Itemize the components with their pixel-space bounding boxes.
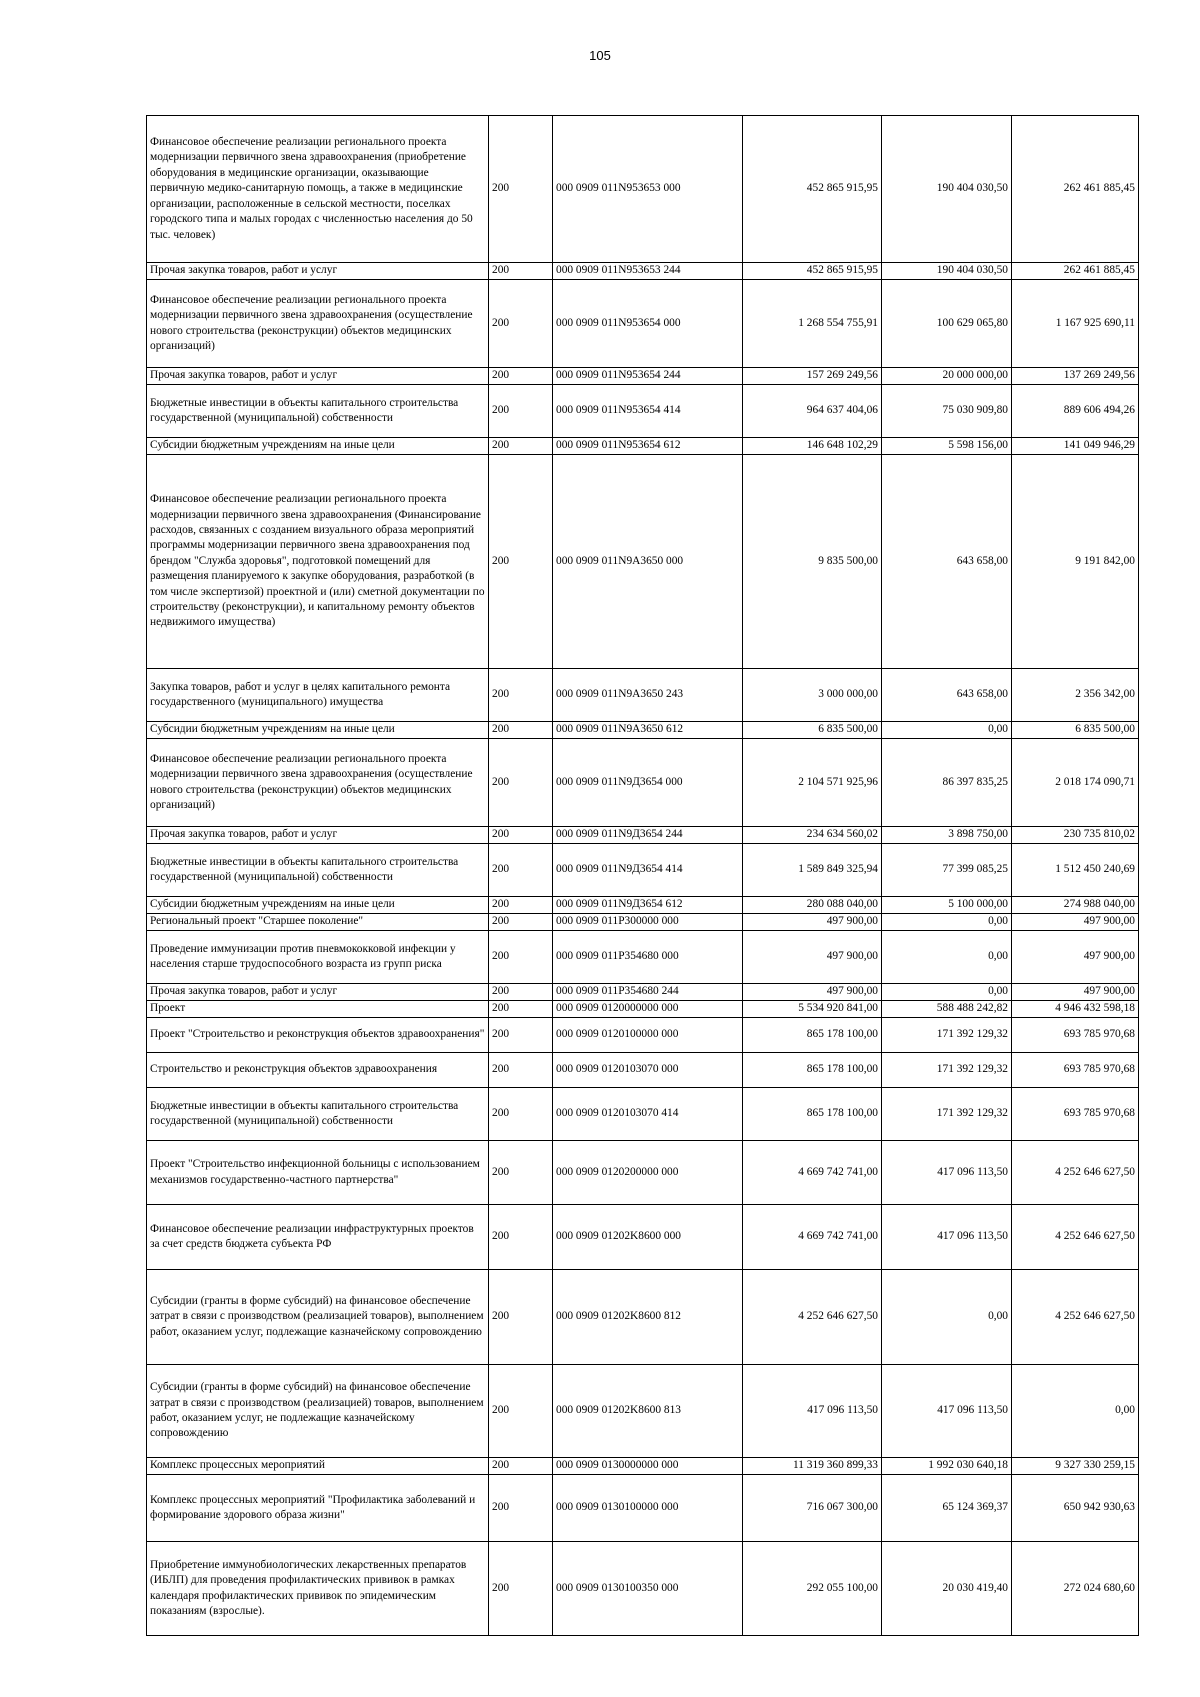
cell-rest: 693 785 970,68	[1012, 1053, 1139, 1088]
table-body	[147, 116, 1139, 1636]
table-row	[147, 385, 1139, 438]
cell-code: 200	[489, 263, 553, 280]
cell-name: Строительство и реконструкция объектов здравоохранения	[147, 1053, 489, 1088]
cell-done: 417 096 113,50	[882, 1141, 1012, 1205]
cell-name: Бюджетные инвестиции в объекты капитального строительства государственной (муниципальной) собственности	[147, 844, 489, 897]
cell-plan: 3 000 000,00	[743, 669, 882, 722]
cell-name: Финансовое обеспечение реализации регионального проекта модернизации первичного звена здравоохранения (осуществление нового строительства (реконструкции) объектов медицинских организаций)	[147, 739, 489, 827]
cell-rest: 9 191 842,00	[1012, 455, 1139, 669]
cell-code: 200	[489, 455, 553, 669]
cell-rest: 137 269 249,56	[1012, 368, 1139, 385]
cell-name: Субсидии бюджетным учреждениям на иные цели	[147, 438, 489, 455]
cell-rest: 693 785 970,68	[1012, 1088, 1139, 1141]
cell-done: 417 096 113,50	[882, 1365, 1012, 1458]
cell-done: 20 000 000,00	[882, 368, 1012, 385]
cell-rest: 262 461 885,45	[1012, 116, 1139, 263]
table-row	[147, 438, 1139, 455]
table-row	[147, 1018, 1139, 1053]
cell-kbk: 000 0909 011N9А3650 000	[553, 455, 743, 669]
cell-kbk: 000 0909 0130100000 000	[553, 1475, 743, 1542]
cell-plan: 497 900,00	[743, 931, 882, 984]
cell-plan: 716 067 300,00	[743, 1475, 882, 1542]
table-row	[147, 1542, 1139, 1636]
cell-plan: 865 178 100,00	[743, 1088, 882, 1141]
cell-kbk: 000 0909 0120103070 414	[553, 1088, 743, 1141]
cell-done: 65 124 369,37	[882, 1475, 1012, 1542]
cell-name: Финансовое обеспечение реализации регионального проекта модернизации первичного звена здравоохранения (приобретение оборудования в медицинские организации, оказывающие первичную медико-санитарную помощь, а также в медицинские организации, расположенные в сельской местности, поселках городского типа и малых городах с численностью населения до 50 тыс. человек)	[147, 116, 489, 263]
cell-code: 200	[489, 1475, 553, 1542]
table-row	[147, 739, 1139, 827]
cell-code: 200	[489, 1018, 553, 1053]
cell-plan: 452 865 915,95	[743, 263, 882, 280]
cell-kbk: 000 0909 0130000000 000	[553, 1458, 743, 1475]
cell-rest: 4 252 646 627,50	[1012, 1270, 1139, 1365]
cell-done: 643 658,00	[882, 455, 1012, 669]
cell-name: Закупка товаров, работ и услуг в целях капитального ремонта государственного (муниципального) имущества	[147, 669, 489, 722]
cell-rest: 4 252 646 627,50	[1012, 1141, 1139, 1205]
cell-done: 0,00	[882, 931, 1012, 984]
cell-done: 190 404 030,50	[882, 263, 1012, 280]
cell-plan: 280 088 040,00	[743, 897, 882, 914]
cell-rest: 4 946 432 598,18	[1012, 1001, 1139, 1018]
cell-name: Проект "Строительство и реконструкция объектов здравоохранения"	[147, 1018, 489, 1053]
cell-kbk: 000 0909 011N9Д3654 000	[553, 739, 743, 827]
cell-rest: 230 735 810,02	[1012, 827, 1139, 844]
cell-plan: 964 637 404,06	[743, 385, 882, 438]
cell-kbk: 000 0909 0120100000 000	[553, 1018, 743, 1053]
cell-done: 171 392 129,32	[882, 1088, 1012, 1141]
cell-code: 200	[489, 722, 553, 739]
cell-plan: 146 648 102,29	[743, 438, 882, 455]
cell-rest: 497 900,00	[1012, 914, 1139, 931]
cell-plan: 6 835 500,00	[743, 722, 882, 739]
cell-name: Субсидии бюджетным учреждениям на иные цели	[147, 897, 489, 914]
cell-plan: 4 252 646 627,50	[743, 1270, 882, 1365]
cell-rest: 9 327 330 259,15	[1012, 1458, 1139, 1475]
cell-name: Субсидии (гранты в форме субсидий) на финансовое обеспечение затрат в связи с производством (реализацией товаров), выполнением работ, оказанием услуг, подлежащие казначейскому сопровождению	[147, 1270, 489, 1365]
cell-kbk: 000 0909 011N953653 244	[553, 263, 743, 280]
cell-done: 171 392 129,32	[882, 1018, 1012, 1053]
cell-name: Прочая закупка товаров, работ и услуг	[147, 827, 489, 844]
cell-plan: 4 669 742 741,00	[743, 1205, 882, 1270]
cell-code: 200	[489, 1001, 553, 1018]
cell-done: 190 404 030,50	[882, 116, 1012, 263]
cell-rest: 889 606 494,26	[1012, 385, 1139, 438]
cell-kbk: 000 0909 0120200000 000	[553, 1141, 743, 1205]
cell-plan: 1 589 849 325,94	[743, 844, 882, 897]
cell-done: 100 629 065,80	[882, 280, 1012, 368]
cell-kbk: 000 0909 0120103070 000	[553, 1053, 743, 1088]
cell-rest: 650 942 930,63	[1012, 1475, 1139, 1542]
cell-name: Бюджетные инвестиции в объекты капитального строительства государственной (муниципальной) собственности	[147, 385, 489, 438]
cell-code: 200	[489, 1205, 553, 1270]
cell-rest: 272 024 680,60	[1012, 1542, 1139, 1636]
cell-code: 200	[489, 669, 553, 722]
cell-rest: 497 900,00	[1012, 931, 1139, 984]
cell-code: 200	[489, 984, 553, 1001]
cell-name: Проект "Строительство инфекционной больницы с использованием механизмов государственно-частного партнерства"	[147, 1141, 489, 1205]
cell-name: Финансовое обеспечение реализации инфраструктурных проектов за счет средств бюджета субъекта РФ	[147, 1205, 489, 1270]
cell-rest: 274 988 040,00	[1012, 897, 1139, 914]
cell-name: Финансовое обеспечение реализации регионального проекта модернизации первичного звена здравоохранения (Финансирование расходов, связанных с созданием визуального образа мероприятий программы модернизации первичного звена здравоохранения под брендом "Служба здоровья", подготовкой помещений для размещения планируемого к закупке оборудования, разработкой (в том числе экспертизой) проектной и (или) сметной документации по строительству (реконструкции), и капитальному ремонту объектов недвижимого имущества)	[147, 455, 489, 669]
cell-rest: 2 356 342,00	[1012, 669, 1139, 722]
cell-code: 200	[489, 931, 553, 984]
table-row	[147, 455, 1139, 669]
cell-code: 200	[489, 827, 553, 844]
cell-name: Комплекс процессных мероприятий	[147, 1458, 489, 1475]
table-row	[147, 116, 1139, 263]
cell-kbk: 000 0909 011N953653 000	[553, 116, 743, 263]
cell-plan: 497 900,00	[743, 914, 882, 931]
table-row	[147, 1205, 1139, 1270]
cell-done: 20 030 419,40	[882, 1542, 1012, 1636]
table-row	[147, 280, 1139, 368]
table-row	[147, 897, 1139, 914]
cell-done: 417 096 113,50	[882, 1205, 1012, 1270]
cell-plan: 865 178 100,00	[743, 1053, 882, 1088]
table-row	[147, 931, 1139, 984]
table-row	[147, 1088, 1139, 1141]
cell-kbk: 000 0909 011P300000 000	[553, 914, 743, 931]
table-row	[147, 1475, 1139, 1542]
page-number: 105	[589, 48, 611, 63]
cell-name: Прочая закупка товаров, работ и услуг	[147, 263, 489, 280]
table-row	[147, 368, 1139, 385]
cell-code: 200	[489, 1365, 553, 1458]
cell-plan: 234 634 560,02	[743, 827, 882, 844]
cell-plan: 4 669 742 741,00	[743, 1141, 882, 1205]
cell-rest: 2 018 174 090,71	[1012, 739, 1139, 827]
cell-done: 5 100 000,00	[882, 897, 1012, 914]
table-row	[147, 1141, 1139, 1205]
table-row	[147, 1053, 1139, 1088]
cell-done: 86 397 835,25	[882, 739, 1012, 827]
cell-code: 200	[489, 844, 553, 897]
cell-done: 3 898 750,00	[882, 827, 1012, 844]
cell-done: 77 399 085,25	[882, 844, 1012, 897]
cell-done: 0,00	[882, 914, 1012, 931]
cell-kbk: 000 0909 0120000000 000	[553, 1001, 743, 1018]
cell-name: Проведение иммунизации против пневмококковой инфекции у населения старше трудоспособного возраста из групп риска	[147, 931, 489, 984]
table-row	[147, 914, 1139, 931]
cell-code: 200	[489, 897, 553, 914]
cell-name: Субсидии бюджетным учреждениям на иные цели	[147, 722, 489, 739]
cell-code: 200	[489, 280, 553, 368]
budget-execution-table	[146, 115, 1139, 1636]
cell-plan: 292 055 100,00	[743, 1542, 882, 1636]
cell-rest: 693 785 970,68	[1012, 1018, 1139, 1053]
cell-kbk: 000 0909 011P354680 000	[553, 931, 743, 984]
cell-done: 0,00	[882, 722, 1012, 739]
table-row	[147, 1001, 1139, 1018]
cell-plan: 157 269 249,56	[743, 368, 882, 385]
table-row	[147, 1458, 1139, 1475]
cell-name: Проект	[147, 1001, 489, 1018]
cell-kbk: 000 0909 011N953654 612	[553, 438, 743, 455]
cell-rest: 262 461 885,45	[1012, 263, 1139, 280]
cell-kbk: 000 0909 011N953654 244	[553, 368, 743, 385]
cell-kbk: 000 0909 011N953654 000	[553, 280, 743, 368]
cell-code: 200	[489, 385, 553, 438]
cell-kbk: 000 0909 01202K8600 813	[553, 1365, 743, 1458]
cell-plan: 5 534 920 841,00	[743, 1001, 882, 1018]
cell-plan: 417 096 113,50	[743, 1365, 882, 1458]
cell-name: Субсидии (гранты в форме субсидий) на финансовое обеспечение затрат в связи с производством (реализацией) товаров, выполнением работ, оказанием услуг, не подлежащие казначейскому сопровождению	[147, 1365, 489, 1458]
cell-kbk: 000 0909 011P354680 244	[553, 984, 743, 1001]
table-row	[147, 844, 1139, 897]
cell-name: Финансовое обеспечение реализации регионального проекта модернизации первичного звена здравоохранения (осуществление нового строительства (реконструкции) объектов медицинских организаций)	[147, 280, 489, 368]
cell-rest: 6 835 500,00	[1012, 722, 1139, 739]
cell-done: 643 658,00	[882, 669, 1012, 722]
cell-plan: 9 835 500,00	[743, 455, 882, 669]
table-row	[147, 1270, 1139, 1365]
cell-done: 0,00	[882, 984, 1012, 1001]
cell-done: 5 598 156,00	[882, 438, 1012, 455]
cell-rest: 4 252 646 627,50	[1012, 1205, 1139, 1270]
cell-plan: 1 268 554 755,91	[743, 280, 882, 368]
table-row	[147, 263, 1139, 280]
cell-done: 1 992 030 640,18	[882, 1458, 1012, 1475]
cell-rest: 497 900,00	[1012, 984, 1139, 1001]
cell-code: 200	[489, 1270, 553, 1365]
cell-code: 200	[489, 739, 553, 827]
cell-code: 200	[489, 368, 553, 385]
cell-rest: 1 512 450 240,69	[1012, 844, 1139, 897]
cell-rest: 1 167 925 690,11	[1012, 280, 1139, 368]
cell-code: 200	[489, 1053, 553, 1088]
cell-plan: 865 178 100,00	[743, 1018, 882, 1053]
table-row	[147, 722, 1139, 739]
cell-name: Прочая закупка товаров, работ и услуг	[147, 984, 489, 1001]
cell-done: 588 488 242,82	[882, 1001, 1012, 1018]
cell-code: 200	[489, 914, 553, 931]
cell-kbk: 000 0909 011N9Д3654 414	[553, 844, 743, 897]
cell-name: Комплекс процессных мероприятий "Профилактика заболеваний и формирование здорового образа жизни"	[147, 1475, 489, 1542]
cell-plan: 452 865 915,95	[743, 116, 882, 263]
cell-code: 200	[489, 1542, 553, 1636]
cell-rest: 141 049 946,29	[1012, 438, 1139, 455]
cell-done: 75 030 909,80	[882, 385, 1012, 438]
cell-done: 171 392 129,32	[882, 1053, 1012, 1088]
cell-kbk: 000 0909 011N9Д3654 244	[553, 827, 743, 844]
cell-name: Бюджетные инвестиции в объекты капитального строительства государственной (муниципальной) собственности	[147, 1088, 489, 1141]
cell-code: 200	[489, 438, 553, 455]
cell-plan: 497 900,00	[743, 984, 882, 1001]
table-row	[147, 984, 1139, 1001]
table-row	[147, 669, 1139, 722]
cell-kbk: 000 0909 01202K8600 000	[553, 1205, 743, 1270]
table-row	[147, 1365, 1139, 1458]
cell-kbk: 000 0909 01202K8600 812	[553, 1270, 743, 1365]
cell-name: Прочая закупка товаров, работ и услуг	[147, 368, 489, 385]
cell-rest: 0,00	[1012, 1365, 1139, 1458]
cell-code: 200	[489, 1458, 553, 1475]
cell-done: 0,00	[882, 1270, 1012, 1365]
cell-name: Приобретение иммунобиологических лекарственных препаратов (ИБЛП) для проведения профилактических прививок в рамках календаря профилактических прививок по эпидемическим показаниям (взрослые).	[147, 1542, 489, 1636]
cell-name: Региональный проект "Старшее поколение"	[147, 914, 489, 931]
cell-kbk: 000 0909 011N9Д3654 612	[553, 897, 743, 914]
cell-kbk: 000 0909 011N953654 414	[553, 385, 743, 438]
cell-kbk: 000 0909 011N9А3650 243	[553, 669, 743, 722]
cell-code: 200	[489, 1088, 553, 1141]
cell-plan: 2 104 571 925,96	[743, 739, 882, 827]
cell-kbk: 000 0909 0130100350 000	[553, 1542, 743, 1636]
table-row	[147, 827, 1139, 844]
cell-plan: 11 319 360 899,33	[743, 1458, 882, 1475]
cell-code: 200	[489, 116, 553, 263]
cell-kbk: 000 0909 011N9А3650 612	[553, 722, 743, 739]
cell-code: 200	[489, 1141, 553, 1205]
